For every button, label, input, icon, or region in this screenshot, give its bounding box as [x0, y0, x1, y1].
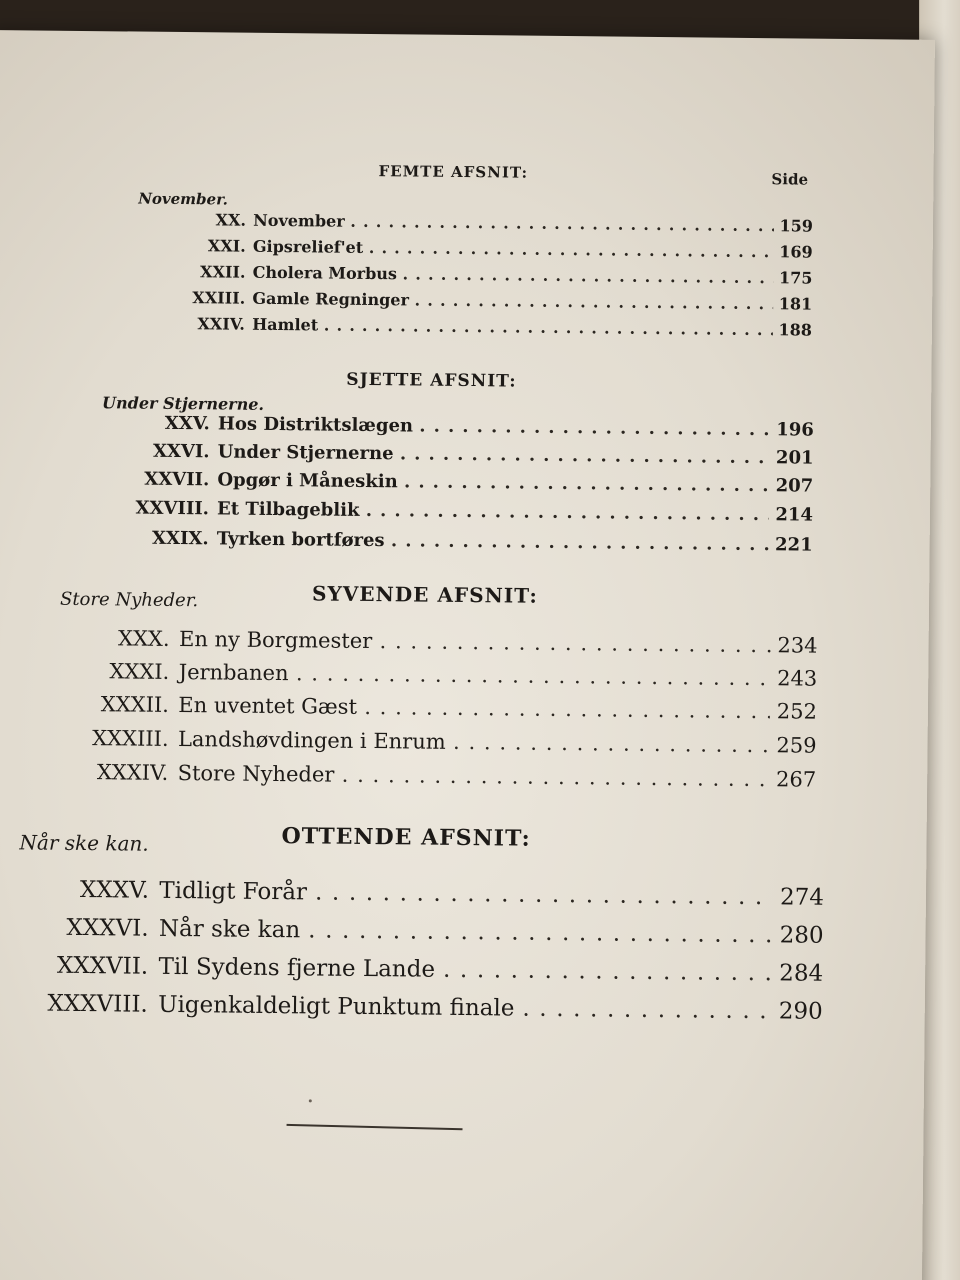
page-number: 159: [779, 216, 814, 236]
toc-entry: [19, 876, 824, 910]
chapter-title: Landshøvdingen i Enrum: [177, 727, 446, 754]
page-number: 214: [775, 504, 814, 526]
chapter-number: XXX.: [117, 626, 170, 651]
leader-dots: [342, 763, 769, 791]
chapter-title: En ny Borgmester: [178, 627, 373, 654]
section-subtitle: Under Stjernerne.: [102, 393, 265, 414]
chapter-title: Under Stjernerne: [217, 441, 394, 465]
page-number: 243: [777, 666, 818, 691]
section-title: SYVENDE AFSNIT:: [311, 581, 538, 608]
leader-dots: [443, 957, 771, 986]
page-number: 196: [776, 419, 814, 441]
toc-entry: [18, 914, 823, 948]
leader-dots: [324, 316, 773, 340]
leader-dots: [391, 530, 769, 555]
chapter-title: Et Tilbageblik: [216, 498, 360, 521]
chapter-number: XX.: [215, 210, 247, 230]
chapter-number: XXXV.: [79, 876, 150, 904]
chapter-title: Store Nyheder: [177, 761, 335, 787]
leader-dots: [522, 996, 771, 1025]
toc-entry: [101, 497, 813, 525]
chapter-title: Gipsrelief'et: [252, 236, 364, 257]
table-of-contents: [0, 30, 935, 1280]
toc-entry: [101, 527, 813, 555]
page-number: 274: [779, 884, 825, 911]
chapter-title: Til Sydens fjerne Lande: [158, 953, 436, 983]
toc-entry: [18, 952, 823, 986]
toc-entry: [101, 468, 813, 496]
chapter-title: Hamlet: [252, 314, 319, 335]
chapter-number: XXXVII.: [56, 952, 149, 980]
page-number: 201: [775, 447, 814, 469]
chapter-title: Tyrken bortføres: [216, 528, 385, 552]
chapter-title: Jernbanen: [178, 660, 289, 686]
toc-entry: [137, 288, 812, 314]
chapter-number: XXXIII.: [92, 726, 169, 751]
chapter-title: Gamle Regninger: [252, 288, 410, 310]
chapter-number: XXII.: [200, 262, 246, 282]
chapter-title: November: [253, 210, 345, 231]
leader-dots: [414, 290, 773, 313]
toc-entry: [101, 440, 813, 468]
chapter-title: Tidligt Forår: [159, 877, 308, 906]
page-number: 267: [775, 767, 817, 792]
chapter-title: Når ske kan: [158, 915, 301, 944]
leader-dots: [400, 443, 770, 468]
section-title: FEMTE AFSNIT:: [378, 162, 529, 182]
toc-entry: [138, 236, 813, 262]
side-column-label: Side: [771, 170, 809, 189]
toc-entry: [18, 990, 823, 1024]
toc-entry: [59, 659, 817, 691]
toc-entry: [102, 412, 814, 440]
toc-entry: [60, 626, 818, 658]
chapter-title: Cholera Morbus: [252, 262, 398, 284]
page-number: 221: [774, 534, 813, 556]
toc-entry: [58, 726, 816, 758]
chapter-number: XXVIII.: [135, 497, 210, 520]
toc-entry: [138, 210, 813, 236]
page-number: 169: [779, 242, 813, 262]
chapter-number: XXXVIII.: [47, 990, 148, 1018]
leader-dots: [364, 695, 769, 723]
chapter-number: XXVII.: [144, 468, 210, 491]
leader-dots: [315, 879, 772, 910]
leader-dots: [419, 416, 770, 441]
page-number: 234: [777, 633, 818, 658]
toc-entry: [137, 314, 812, 340]
chapter-number: XXXI.: [109, 659, 170, 684]
paper-speck: [309, 1099, 312, 1102]
toc-entry: [137, 262, 812, 288]
chapter-title: En uventet Gæst: [178, 693, 358, 719]
page-number: 252: [776, 699, 818, 724]
section-subtitle: Store Nyheder.: [59, 588, 199, 612]
end-rule: [287, 1124, 463, 1130]
page-number: 259: [776, 733, 817, 758]
page-number: 175: [778, 268, 813, 288]
chapter-number: XXIII.: [192, 288, 246, 308]
page-number: 284: [779, 960, 824, 987]
page-number: 207: [775, 475, 814, 497]
chapter-number: XXIV.: [197, 314, 246, 334]
chapter-number: XXXIV.: [96, 760, 169, 785]
chapter-number: XXXII.: [100, 692, 170, 717]
leader-dots: [366, 500, 770, 525]
chapter-title: Opgør i Måneskin: [217, 469, 398, 493]
chapter-number: XXI.: [207, 236, 246, 256]
leader-dots: [308, 917, 772, 948]
chapter-number: XXIX.: [151, 527, 209, 550]
page-number: 181: [778, 294, 813, 314]
chapter-number: XXVI.: [152, 440, 210, 463]
leader-dots: [296, 661, 770, 690]
toc-entry: [58, 760, 816, 792]
page-number: 290: [778, 998, 823, 1025]
section-subtitle: November.: [138, 189, 228, 209]
chapter-title: Uigenkaldeligt Punktum finale: [158, 991, 515, 1022]
book-page: [0, 30, 935, 1280]
leader-dots: [404, 471, 770, 496]
section-subtitle: Når ske kan.: [19, 830, 149, 856]
chapter-title: Hos Distriktslægen: [217, 413, 414, 437]
toc-entry: [59, 692, 817, 724]
leader-dots: [402, 264, 773, 287]
page-number: 280: [779, 922, 824, 949]
leader-dots: [453, 730, 769, 757]
page-number: 188: [778, 320, 813, 340]
chapter-number: XXV.: [164, 412, 210, 435]
leader-dots: [350, 212, 774, 235]
section-title: OTTENDE AFSNIT:: [281, 823, 531, 852]
section-title: SJETTE AFSNIT:: [346, 369, 517, 392]
chapter-number: XXXVI.: [66, 914, 149, 942]
leader-dots: [379, 629, 770, 657]
leader-dots: [369, 238, 774, 261]
